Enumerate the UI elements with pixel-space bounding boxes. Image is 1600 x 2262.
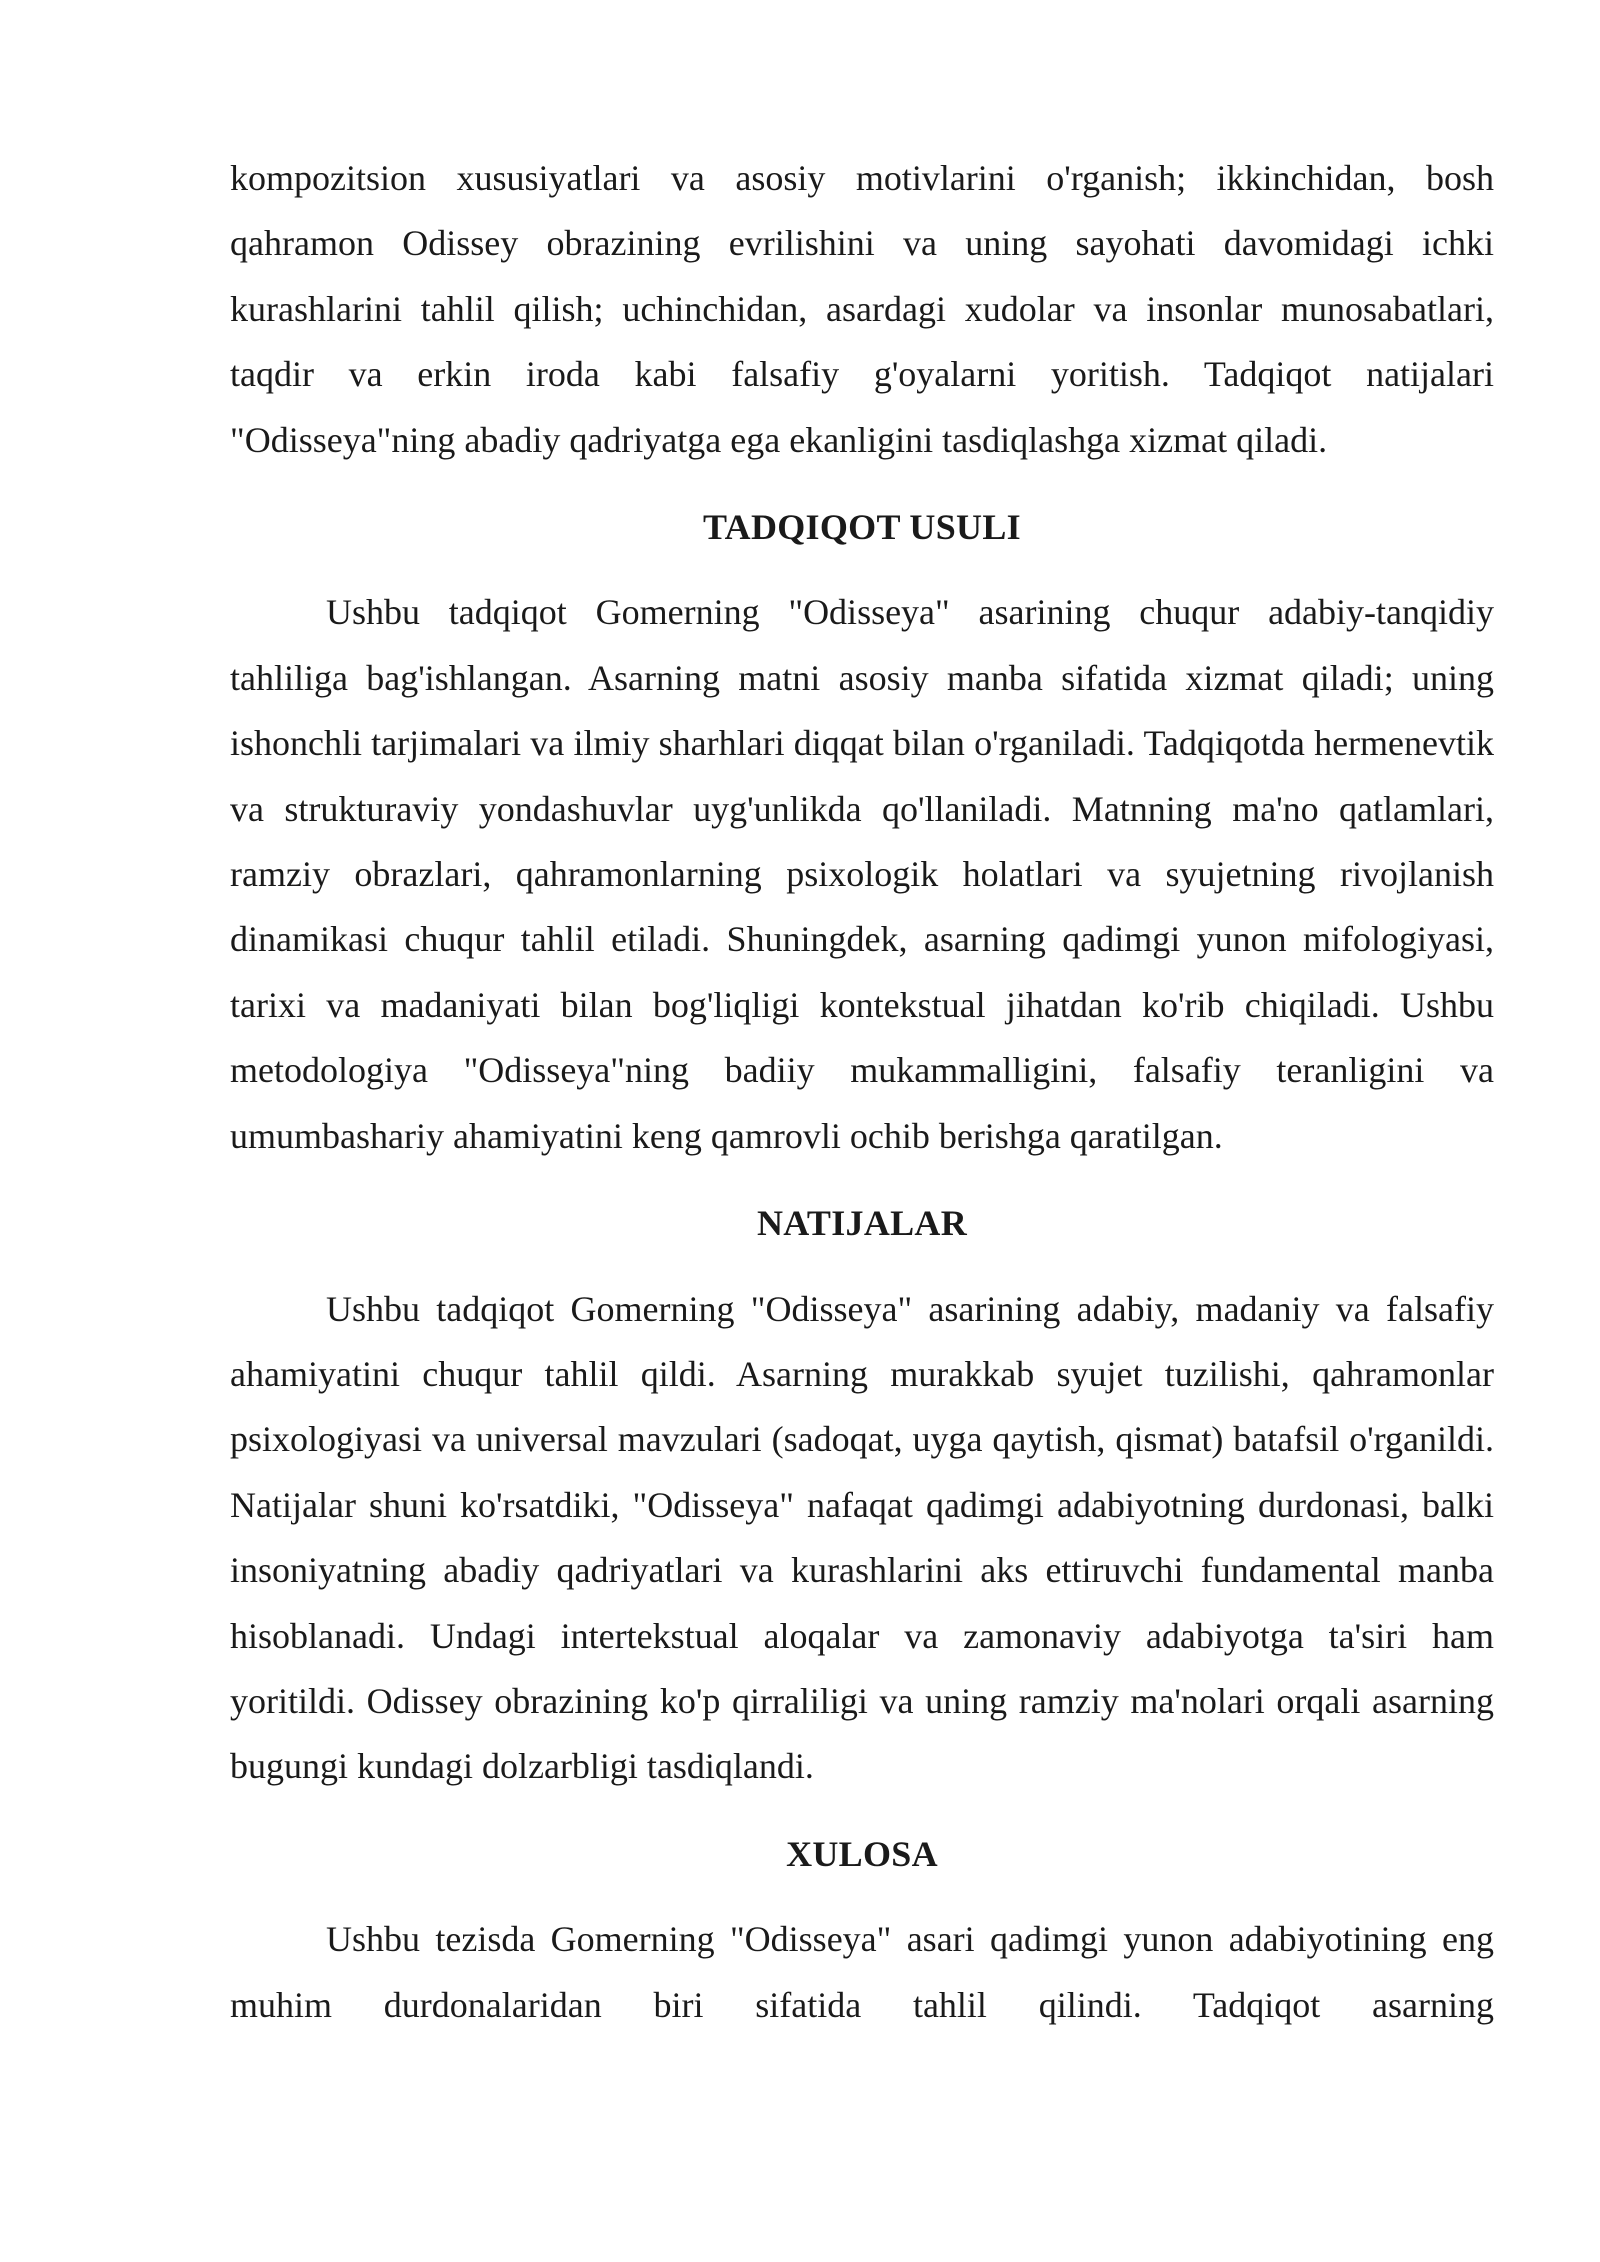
methods-paragraph: Ushbu tadqiqot Gomerning "Odisseya" asarining chuqur adabiy-tanqidiy tahliliga bag'ishlangan. Asarning matni asosiy manba sifatida xizmat qiladi; uning ishonchli tarjimalari va ilmiy sharhlari diqqat bilan o'rganiladi. Tadqiqotda hermenevtik va strukturaviy yondashuvlar uyg'unlikda qo'llaniladi. Matnning ma'no qatlamlari, ramziy obrazlari, qahramonlarning psixologik holatlari va syujetning rivojlanish dinamikasi chuqur tahlil etiladi. Shuningdek, asarning qadimgi yunon mifologiyasi, tarixi va madaniyati bilan bog'liqligi kontekstual jihatdan ko'rib chiqiladi. Ushbu metodologiya "Odisseya"ning badiiy mukammalligini, falsafiy teranligini va umumbashariy ahamiyatini keng qamrovli ochib berishga qaratilgan. — [230, 592, 1494, 1156]
results-paragraph: Ushbu tadqiqot Gomerning "Odisseya" asarining adabiy, madaniy va falsafiy ahamiyatini chuqur tahlil qildi. Asarning murakkab syujet tuzilishi, qahramonlar psixologiyasi va universal mavzulari (sadoqat, uyga qaytish, qismat) batafsil o'rganildi. Natijalar shuni ko'rsatdiki, "Odisseya" nafaqat qadimgi adabiyotning durdonasi, balki insoniyatning abadiy qadriyatlari va kurashlarini aks ettiruvchi fundamental manba hisoblanadi. Undagi intertekstual aloqalar va zamonaviy adabiyotga ta'siri ham yoritildi. Odissey obrazining ko'p qirraliligi va uning ramziy ma'nolari orqali asarning bugungi kundagi dolzarbligi tasdiqlandi. — [230, 1288, 1494, 1787]
section-heading-results: NATIJALAR — [756, 1203, 968, 1244]
intro-paragraph: kompozitsion xususiyatlari va asosiy motivlarini o'rganish; ikkinchidan, bosh qahramon Odissey obrazining evrilishini va uning sayohati davomidagi ichki kurashlarini tahlil qilish; uchinchidan, asardagi xudolar va insonlar munosabatlari, taqdir va erkin iroda kabi falsafiy g'oyalarni yoritish. Tadqiqot natijalari "Odisseya"ning abadiy qadriyatga ega ekanligini tasdiqlashga xizmat qiladi. — [230, 158, 1494, 460]
page-body — [230, 146, 1494, 2038]
conclusion-paragraph: Ushbu tezisda Gomerning "Odisseya" asari qadimgi yunon adabiyotining eng muhim durdonalaridan biri sifatida tahlil qilindi. Tadqiqot asarning — [230, 1919, 1494, 2025]
section-heading-conclusion: XULOSA — [786, 1833, 938, 1874]
section-heading-methods: TADQIQOT USULI — [703, 507, 1021, 548]
